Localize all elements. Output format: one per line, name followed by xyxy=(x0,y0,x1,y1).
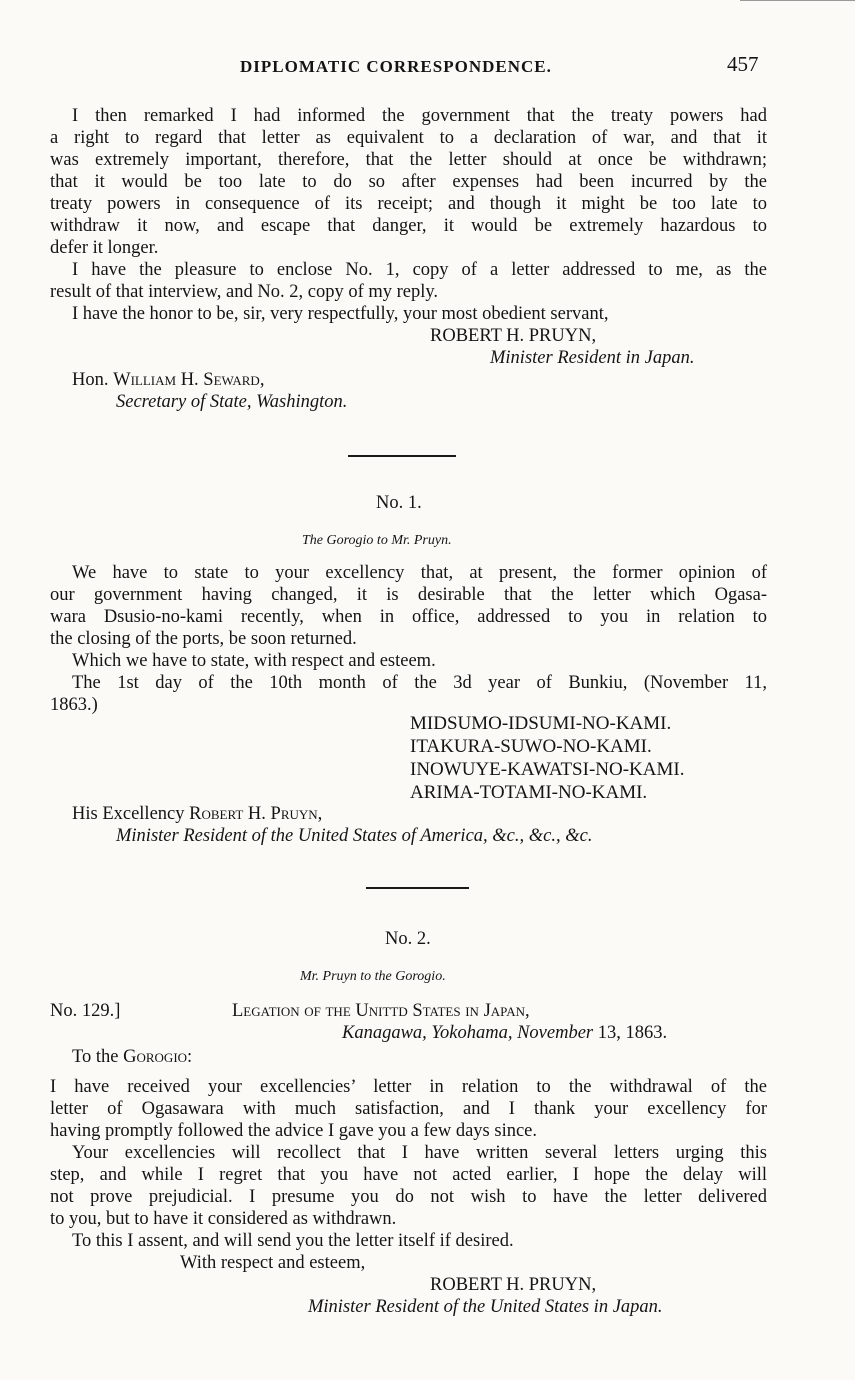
no2-line: step, and while I regret that you have not acted earlier, I hope the delay will xyxy=(50,1165,767,1185)
no2-line: having promptly followed the advice I gave you a few days since. xyxy=(50,1121,538,1141)
section-heading: No. 2. xyxy=(385,929,431,949)
signature-name: ROBERT H. PRUYN, xyxy=(430,326,597,346)
no2-line: not prove prejudicial. I presume you do not wish to have the letter delivered xyxy=(50,1187,767,1207)
signature-title: Minister Resident in Japan. xyxy=(490,348,695,368)
addressee-title: Secretary of State, Washington. xyxy=(116,392,348,412)
signer: ARIMA-TOTAMI-NO-KAMI. xyxy=(410,782,648,803)
no1-line: the closing of the ports, be soon returned. xyxy=(50,629,357,649)
closing-line: With respect and esteem, xyxy=(180,1253,366,1273)
legation-line: Legation of the Unittd States in Japan, xyxy=(232,1001,530,1021)
p1-line: a right to regard that letter as equivalent to a declaration of war, and that it xyxy=(50,128,767,148)
scan-edge-line xyxy=(740,0,855,1)
place-date-italic: Kanagawa, Yokohama, November xyxy=(342,1023,594,1043)
p2-line: I have the pleasure to enclose No. 1, copy of a letter addressed to me, as the xyxy=(72,260,767,280)
addressee-prefix: Hon. xyxy=(72,370,114,390)
no2-line: letter of Ogasawara with much satisfaction, and I thank your excellency for xyxy=(50,1099,767,1119)
signer: MIDSUMO-IDSUMI-NO-KAMI. xyxy=(410,713,672,734)
addressee-prefix: His Excellency xyxy=(72,804,190,824)
signer: ITAKURA-SUWO-NO-KAMI. xyxy=(410,736,652,757)
no2-line: To this I assent, and will send you the letter itself if desired. xyxy=(72,1231,514,1251)
signature-name: ROBERT H. PRUYN, xyxy=(430,1275,597,1295)
closing-line: I have the honor to be, sir, very respectfully, your most obedient servant, xyxy=(72,304,609,324)
p1-line: I then remarked I had informed the government that the treaty powers had xyxy=(72,106,767,126)
place-date xyxy=(342,1022,667,1044)
running-header: DIPLOMATIC CORRESPONDENCE. xyxy=(240,57,552,76)
p1-line: was extremely important, therefore, that the letter should at once be withdrawn; xyxy=(50,150,767,170)
page-number: 457 xyxy=(727,52,759,76)
no2-line: to you, but to have it considered as withdrawn. xyxy=(50,1209,397,1229)
no1-date: The 1st day of the 10th month of the 3d year of Bunkiu, (November 11, xyxy=(72,673,767,693)
no1-line: Which we have to state, with respect and esteem. xyxy=(72,651,436,671)
signature-title: Minister Resident of the United States in Japan. xyxy=(308,1297,663,1317)
section-divider xyxy=(348,455,456,457)
no1-line: our government having changed, it is desirable that the letter which Ogasa- xyxy=(50,585,767,605)
p1-line: that it would be too late to do so after expenses had been incurred by the xyxy=(50,172,767,192)
p1-line: treaty powers in consequence of its receipt; and though it might be too late to xyxy=(50,194,767,214)
section-divider xyxy=(366,887,469,889)
section-subheading: Mr. Pruyn to the Gorogio. xyxy=(300,969,446,984)
addressee xyxy=(72,803,322,825)
addressee-title: Minister Resident of the United States of America, &c., &c., &c. xyxy=(116,826,593,846)
dispatch-number: No. 129.] xyxy=(50,1001,121,1021)
addressee-name: William H. Seward, xyxy=(113,370,265,390)
addressee xyxy=(72,369,264,391)
section-subheading: The Gorogio to Mr. Pruyn. xyxy=(302,533,452,548)
section-heading: No. 1. xyxy=(376,493,422,513)
no1-line: We have to state to your excellency that, at present, the former opinion of xyxy=(72,563,767,583)
no1-line: wara Dsusio-no-kami recently, when in office, addressed to you in relation to xyxy=(50,607,767,627)
no2-line: Your excellencies will recollect that I have written several letters urging this xyxy=(72,1143,767,1163)
addressee-name: Robert H. Pruyn, xyxy=(189,804,323,824)
p1-line: withdraw it now, and escape that danger, it would be extremely hazardous to xyxy=(50,216,767,236)
signer: INOWUYE-KAWATSI-NO-KAMI. xyxy=(410,759,685,780)
no2-line: I have received your excellencies’ letter in relation to the withdrawal of the xyxy=(50,1077,767,1097)
place-date-rest: 13, 1863. xyxy=(593,1023,668,1043)
salutation-prefix: To the xyxy=(72,1047,124,1067)
p2-line: result of that interview, and No. 2, copy of my reply. xyxy=(50,282,439,302)
no1-date: 1863.) xyxy=(50,695,98,715)
salutation-name: Gorogio: xyxy=(123,1047,193,1067)
p1-line: defer it longer. xyxy=(50,238,159,258)
salutation xyxy=(72,1046,192,1068)
